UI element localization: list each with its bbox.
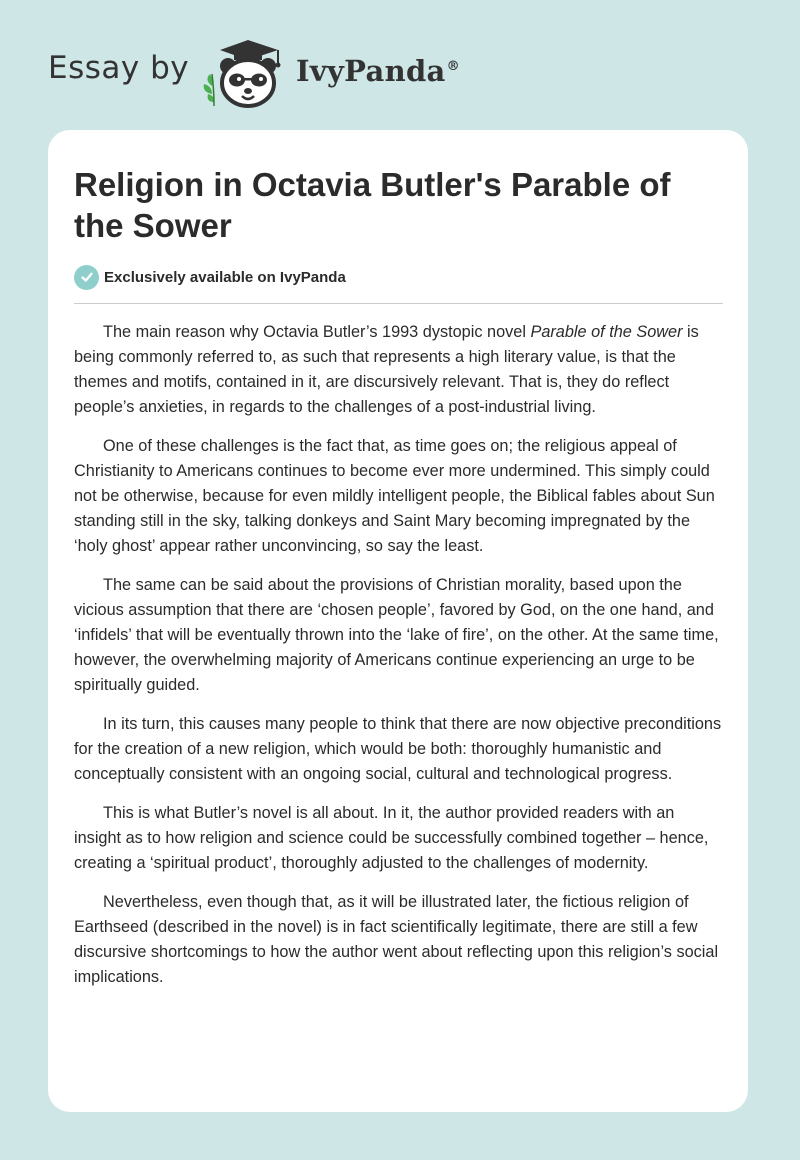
paragraph: Nevertheless, even though that, as it will be illustrated later, the fictious religion of Earthseed (described in the novel) is in fact scientifically legitimate, there are still a few discursive shortcomings to how the author went about reflecting upon this religion’s social implications. (74, 893, 719, 986)
brand-logo-text (296, 54, 460, 88)
paragraph: One of these challenges is the fact that, as time goes on; the religious appeal of Christianity to Americans continues to become ever more undermined. This simply could not be otherwise, because for even mildly intelligent people, the Biblical fables about Sun standing still in the sky, talking donkeys and Saint Mary becoming impregnated by the ‘holy ghost’ appear rather unconvincing, so say the least. (74, 437, 715, 555)
site-header (0, 0, 800, 120)
panda-mascot-icon (202, 36, 294, 110)
ivy-leaf-icon (204, 74, 214, 106)
check-icon (74, 265, 99, 290)
essay-card (48, 130, 748, 1112)
registered-mark: ® (446, 59, 460, 75)
paragraph (74, 320, 723, 420)
paragraph-text: is being commonly referred to, as such that represents a high literary value, is that the themes and motifs, contained in it, are discursively relevant. That is, they do reflect people’s anxieties, in regards to the challenges of a post-industrial living. (74, 323, 699, 416)
page-title: Religion in Octavia Butler's Parable of the Sower (74, 166, 671, 244)
divider (74, 303, 723, 304)
essay-by-label: Essay by (48, 50, 190, 86)
paragraph: The same can be said about the provisions of Christian morality, based upon the vicious assumption that there are ‘chosen people’, favored by God, on the one hand, and ‘infidels’ that will be eventually thrown into the ‘lake of fire’, on the other. At the same time, however, the overwhelming majority of Americans continue experiencing an urge to be spiritually guided. (74, 576, 719, 694)
exclusive-label: Exclusively available on IvyPanda (104, 268, 346, 286)
essay-body (74, 320, 723, 1004)
paragraph: This is what Butler’s novel is all about. In it, the author provided readers with an insight as to how religion and science could be successfully combined together – hence, creating a ‘spiritual product’, thoroughly adjusted to the challenges of modernity. (74, 804, 709, 872)
book-title: Parable of the Sower (530, 323, 683, 341)
paragraph-text: The main reason why Octavia Butler’s 1993 dystopic novel (103, 323, 531, 341)
paragraph: In its turn, this causes many people to think that there are now objective preconditions for the creation of a new religion, which would be both: thoroughly humanistic and conceptually consistent with an ongoing social, cultural and technological progress. (74, 715, 722, 783)
exclusive-badge (74, 264, 346, 290)
brand-name: IvyPanda (296, 54, 446, 88)
